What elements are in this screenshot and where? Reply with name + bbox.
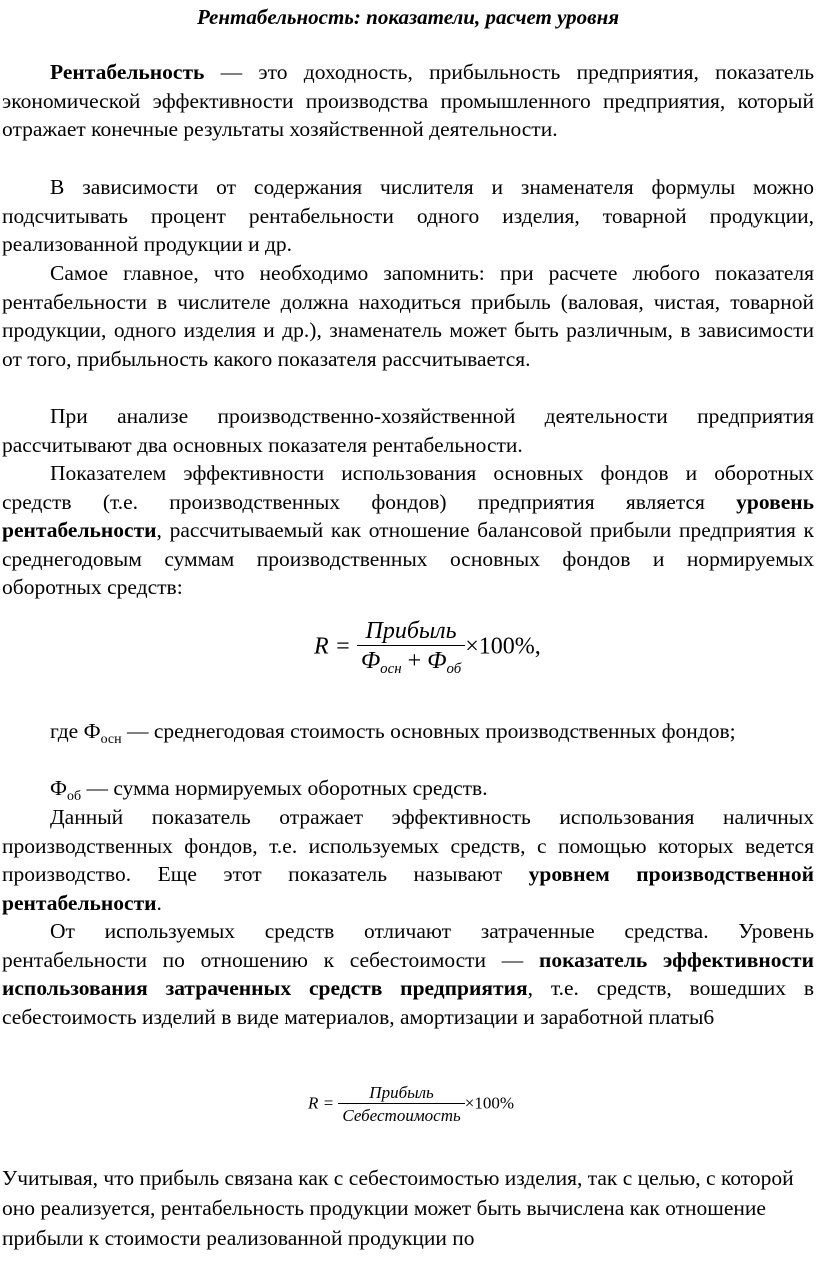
- term-cost-efficiency: показатель эффективности использования затраченных средств предприятия: [2, 947, 814, 1001]
- formula1-den-b-sub: об: [446, 661, 462, 678]
- formula1-tail: ×100%,: [465, 633, 541, 660]
- term-level-profitability: уровень рентабельности: [2, 489, 814, 543]
- paragraph-main-rule: Самое главное, что необходимо запомнить: при расчете любого показателя рентабельности в числителе должна находиться прибыль (валовая, чистая, товарной продукции, одного изделия и др.), знаменатель может быть различным, в зависимости от того, прибыльность какого показателя рассчитывается.: [2, 261, 814, 371]
- formula1-numerator: Прибыль: [365, 618, 457, 644]
- efficiency-before: Данный показатель отражает эффективность использования наличных производственных фондов, т.е. используемых средств, с помощью которых ведется производство. Еще этот показатель называют: [2, 805, 814, 887]
- formula2-fraction: [338, 1083, 464, 1126]
- formula1-plus: +: [401, 648, 428, 674]
- term-production-level: уровнем производственной рентабельности: [2, 862, 814, 915]
- formula-production-profitability: [314, 618, 541, 678]
- fosn-rest: — среднегодовая стоимость основных производственных фондов;: [121, 719, 736, 743]
- paragraph-product-profitability: Учитывая, что прибыль связана как с себестоимостью изделия, так с целью, с которой оно реализуется, рентабельность продукции может быть вычислена как отношение прибыли к стоимости реализованной продукции по: [2, 1166, 794, 1250]
- efficiency-after: .: [156, 890, 162, 915]
- paragraph-efficiency: [2, 803, 814, 917]
- formula1-den-a: Ф: [360, 648, 381, 674]
- formula-cost-profitability: [308, 1083, 514, 1126]
- formula1-denominator: [357, 645, 465, 678]
- paragraph-cost-based: [2, 917, 814, 1031]
- formula1-fraction: [357, 618, 465, 678]
- formula2-tail: ×100%: [464, 1093, 514, 1113]
- paragraph-definition: [2, 58, 814, 144]
- definition-text: — это доходность, прибыльность предприятия, показатель экономической эффективности производства промышленного предприятия, который отражает конечные результаты хозяйственной деятельности.: [2, 60, 814, 142]
- paragraph-dependence: В зависимости от содержания числителя и знаменателя формулы можно подсчитывать процент рентабельности одного изделия, товарной продукции, реализованной продукции и др.: [2, 175, 814, 257]
- level-text-before: Показателем эффективности использования основных фондов и оборотных средств (т.е. производственных фондов) предприятия является: [2, 461, 814, 514]
- formula1-den-b: Ф: [427, 648, 447, 674]
- page-title: Рентабельность: показатели, расчет уровня: [196, 5, 620, 29]
- paragraph-level-definition: [2, 459, 814, 602]
- fosn-prefix: где Ф: [50, 719, 101, 743]
- formula2-lhs: R =: [308, 1093, 335, 1113]
- cost-before: От используемых средств отличают затраченные средства. Уровень рентабельности по отношению к себестоимости —: [2, 919, 814, 972]
- formula1-lhs: R =: [314, 633, 351, 660]
- level-text-after: , рассчитываемый как отношение балансовой прибыли предприятия к среднегодовым суммам производственных основных фондов и нормируемых оборотных средств:: [2, 518, 814, 600]
- term-profitability: Рентабельность: [50, 60, 205, 84]
- fob-sub: об: [67, 788, 82, 804]
- cost-after: , т.е. средств, вошедших в себестоимость изделий в виде материалов, амортизации и заработной платы6: [2, 976, 814, 1029]
- formula2-denominator: Себестоимость: [338, 1103, 464, 1126]
- fosn-sub: осн: [100, 731, 122, 747]
- paragraph-analysis: При анализе производственно-хозяйственной деятельности предприятия рассчитывают два основных показателя рентабельности.: [2, 404, 814, 457]
- formula1-den-a-sub: осн: [380, 661, 402, 678]
- fob-rest: — сумма нормируемых оборотных средств.: [81, 776, 488, 800]
- fob-prefix: Ф: [50, 776, 67, 800]
- formula2-numerator: Прибыль: [369, 1083, 434, 1102]
- paragraph-fosn: [2, 717, 814, 754]
